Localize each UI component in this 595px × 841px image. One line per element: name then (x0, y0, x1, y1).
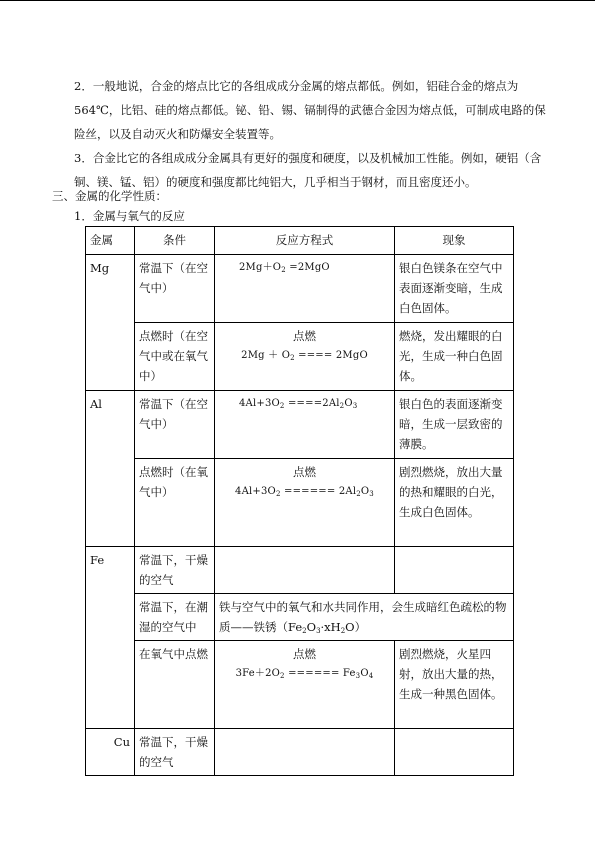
header-metal: 金属 (86, 227, 135, 255)
metal-cell-fe: Fe (86, 547, 135, 729)
phenomenon-cell: 燃烧，发出耀眼的白光，生成一种白色固体。 (395, 323, 514, 391)
table-row (86, 594, 514, 641)
metal-oxygen-reaction-table (85, 226, 514, 776)
metal-cell-mg: Mg (86, 255, 135, 391)
table-header-row (86, 227, 514, 255)
phenomenon-cell: 银白色镁条在空气中表面逐渐变暗，生成白色固体。 (395, 255, 514, 323)
reaction-condition-label: 点燃 (293, 465, 316, 479)
section-title: 三、金属的化学性质： (52, 189, 167, 203)
equation-cell (215, 641, 395, 729)
table-row (86, 641, 514, 729)
equation-cell (215, 547, 395, 594)
equation-cell (215, 391, 395, 459)
phenomenon-cell: 剧烈燃烧，放出大量的热和耀眼的白光，生成白色固体。 (395, 459, 514, 547)
table-row (86, 255, 514, 323)
condition-cell: 点燃时（在空气中或在氧气中） (135, 323, 215, 391)
condition-cell: 常温下，干燥的空气 (135, 729, 215, 776)
paragraph-3-text: 3．合金比它的各组成成分金属具有更好的强度和硬度，以及机械加工性能。例如，硬铝（含铜、镁、锰、铝）的硬度和强度都比纯铝大，几乎相当于钢材，而且密度还小。 (74, 151, 542, 189)
page-top-rule (0, 0, 595, 1)
table-row (86, 391, 514, 459)
equation-cell (215, 729, 395, 776)
chemical-equation: $2Mg+O_2 =2MgO$ (239, 262, 330, 274)
subsection-title: 1．金属与氧气的反应 (74, 209, 185, 223)
table-row (86, 547, 514, 594)
paragraph-2 (52, 74, 552, 146)
description-cell: 铁与空气中的氧气和水共同作用，会生成暗红色疏松的物质——铁锈$(Fe_2O_3\cdot xH_2O)$ (215, 594, 514, 641)
condition-cell: 点燃时（在氧气中） (135, 459, 215, 547)
metal-cell-cu: Cu (86, 729, 135, 776)
condition-cell: 常温下（在空气中） (135, 255, 215, 323)
table-row (86, 729, 514, 776)
condition-cell: 在氧气中点燃 (135, 641, 215, 729)
header-phenomenon: 现象 (395, 227, 514, 255)
phenomenon-cell (395, 547, 514, 594)
equation-cell (215, 459, 395, 547)
chemical-equation: $4Al+3O_2$ ====== $2Al_2O_3$ (235, 486, 374, 498)
header-equation: 反应方程式 (215, 227, 395, 255)
condition-cell: 常温下，干燥的空气 (135, 547, 215, 594)
chemical-equation: $2Mg + O_2$ ==== 2MgO (241, 350, 368, 362)
phenomenon-cell (395, 729, 514, 776)
reaction-condition-label: 点燃 (293, 329, 316, 343)
chemical-equation: $4Al+3O_2 ====2Al_2O_3$ (239, 398, 358, 410)
table-row (86, 323, 514, 391)
reaction-condition-label: 点燃 (293, 647, 316, 661)
equation-cell (215, 255, 395, 323)
equation-cell (215, 323, 395, 391)
header-condition: 条件 (135, 227, 215, 255)
condition-cell: 常温下，在潮湿的空气中 (135, 594, 215, 641)
chemical-equation: $3Fe+2O_2$ ====== $Fe_3O_4$ (235, 668, 374, 680)
condition-cell: 常温下（在空气中） (135, 391, 215, 459)
paragraph-2-text: 2．一般地说，合金的熔点比它的各组成成分金属的熔点都低。例如，铝硅合金的熔点为564℃，比铝、硅的熔点都低。铋、铅、锡、镉制得的武德合金因为熔点低，可制成电路的保险丝，以及自动灭火和防爆安全装置等。 (74, 79, 546, 141)
phenomenon-cell: 剧烈燃烧，火星四射，放出大量的热，生成一种黑色固体。 (395, 641, 514, 729)
phenomenon-cell: 银白色的表面逐渐变暗，生成一层致密的薄膜。 (395, 391, 514, 459)
metal-cell-al: Al (86, 391, 135, 547)
table-row (86, 459, 514, 547)
